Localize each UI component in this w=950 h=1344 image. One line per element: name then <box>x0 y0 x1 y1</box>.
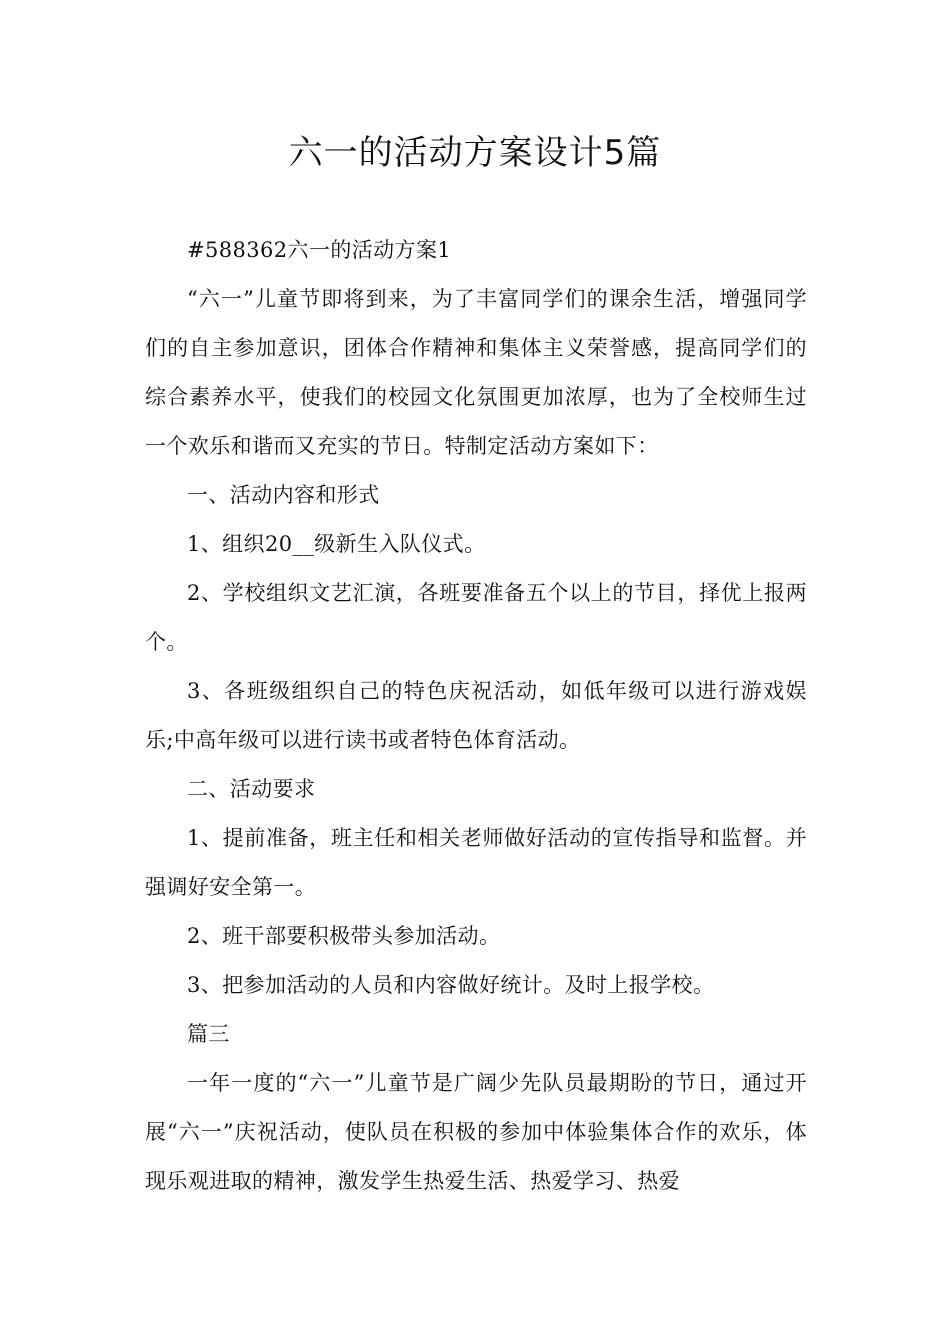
content-item-1: 1、组织20__级新生入队仪式。 <box>187 532 486 556</box>
chapter-paragraph: 一年一度的“六一”儿童节是广阔少先队员最期盼的节日，通过开展“六一”庆祝活动，使队员在积极的参加中体验集体合作的欢乐，体现乐观进取的精神，激发学生热爱生活、热爱学习、热爱 <box>145 1071 807 1193</box>
requirement-item-2: 2、班干部要积极带头参加活动。 <box>187 924 501 948</box>
chapter-heading: 篇三 <box>187 1022 230 1046</box>
intro-paragraph: “六一”儿童节即将到来，为了丰富同学们的课余生活，增强同学们的自主参加意识，团体合作精神和集体主义荣誉感，提高同学们的综合素养水平，使我们的校园文化氛围更加浓厚，也为了全校师生过一个欢乐和谐而又充实的节日。特制定活动方案如下： <box>145 287 807 458</box>
plan-heading: #588362六一的活动方案1 <box>187 238 452 262</box>
section-heading-content: 一、活动内容和形式 <box>187 483 380 507</box>
requirement-item-3: 3、把参加活动的人员和内容做好统计。及时上报学校。 <box>187 973 715 997</box>
content-item-2: 2、学校组织文艺汇演，各班要准备五个以上的节目，择优上报两个。 <box>145 581 807 654</box>
content-item-3: 3、各班级组织自己的特色庆祝活动，如低年级可以进行游戏娱乐;中高年级可以进行读书或者特色体育活动。 <box>145 679 807 752</box>
document-body <box>145 226 807 1206</box>
section-heading-requirements: 二、活动要求 <box>187 777 316 801</box>
requirement-item-1: 1、提前准备，班主任和相关老师做好活动的宣传指导和监督。并强调好安全第一。 <box>145 826 807 899</box>
document-title: 六一的活动方案设计5篇 <box>288 133 662 173</box>
